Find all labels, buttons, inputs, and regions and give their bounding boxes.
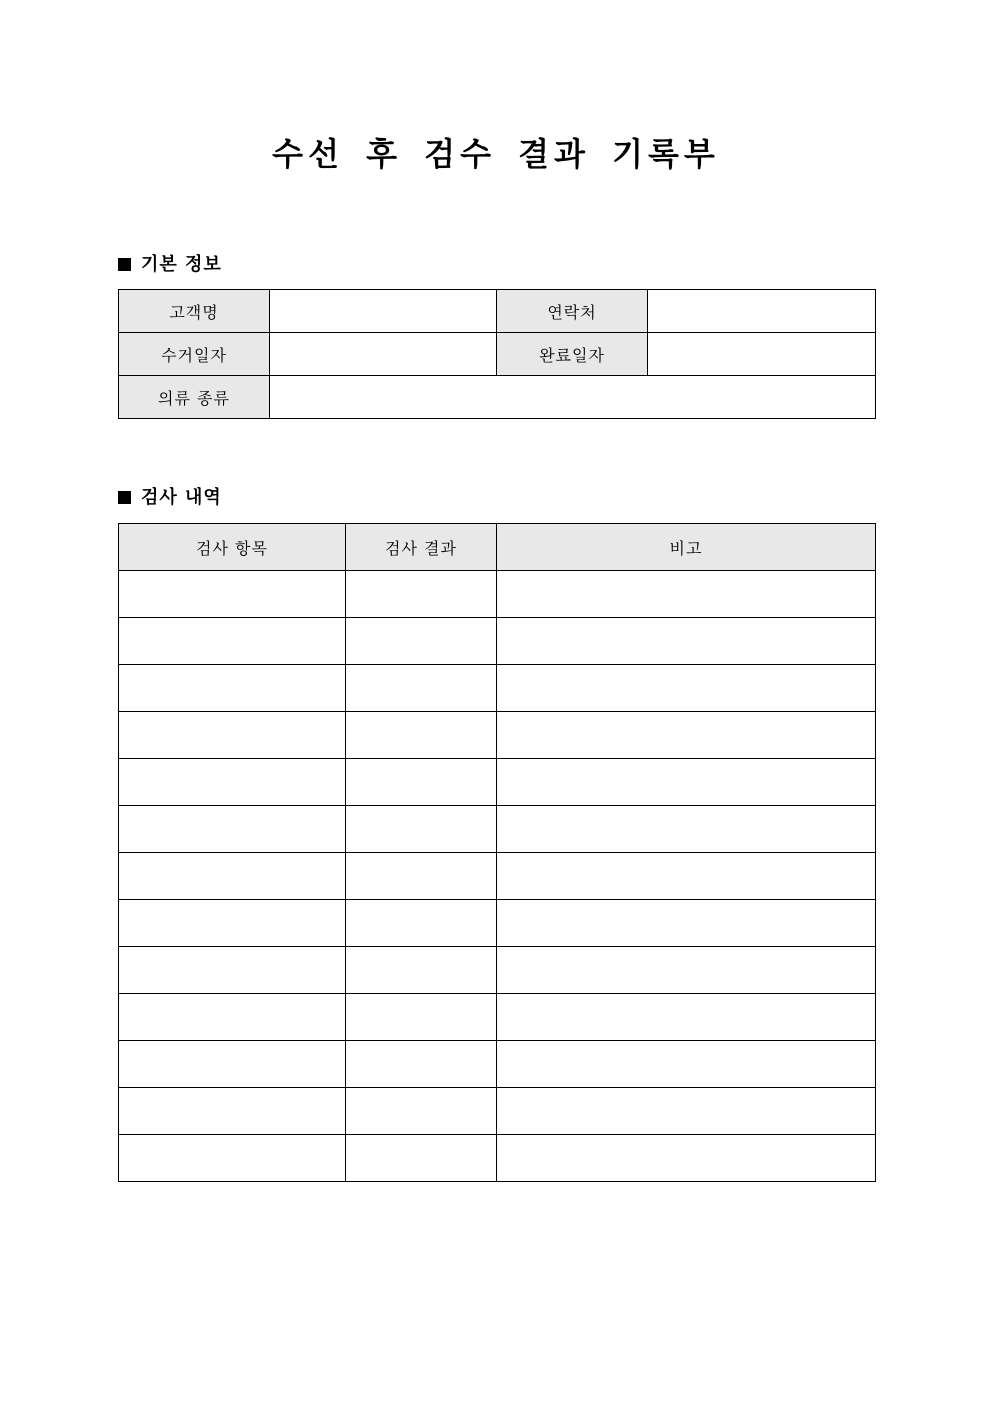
column-header-inspection-item: 검사 항목 [119,524,346,571]
section-heading-label: 검사 내역 [141,487,222,508]
pickup-date-field[interactable] [270,333,497,376]
remarks-cell[interactable] [497,1135,876,1182]
inspection-item-cell[interactable] [119,759,346,806]
inspection-item-cell[interactable] [119,994,346,1041]
section-heading-inspection [118,486,222,510]
pickup-date-label: 수거일자 [119,333,270,376]
table-row [119,1088,876,1135]
table-row [119,806,876,853]
inspection-result-cell[interactable] [346,712,497,759]
inspection-result-cell[interactable] [346,759,497,806]
table-row [119,618,876,665]
inspection-item-cell[interactable] [119,712,346,759]
inspection-item-cell[interactable] [119,947,346,994]
inspection-result-cell[interactable] [346,994,497,1041]
inspection-result-cell[interactable] [346,853,497,900]
remarks-cell[interactable] [497,853,876,900]
inspection-result-cell[interactable] [346,947,497,994]
inspection-item-cell[interactable] [119,806,346,853]
inspection-result-cell[interactable] [346,665,497,712]
table-row [119,1041,876,1088]
inspection-result-cell[interactable] [346,1135,497,1182]
table-row [119,333,876,376]
remarks-cell[interactable] [497,900,876,947]
remarks-cell[interactable] [497,1041,876,1088]
customer-name-label: 고객명 [119,290,270,333]
table-row [119,1135,876,1182]
remarks-cell[interactable] [497,618,876,665]
garment-type-label: 의류 종류 [119,376,270,419]
inspection-item-cell[interactable] [119,1135,346,1182]
basic-info-table [118,289,876,419]
customer-name-field[interactable] [270,290,497,333]
remarks-cell[interactable] [497,947,876,994]
table-row [119,665,876,712]
table-row [119,571,876,618]
completion-date-field[interactable] [648,333,876,376]
table-row [119,900,876,947]
section-heading-label: 기본 정보 [141,254,222,275]
black-square-icon [118,491,131,504]
contact-field[interactable] [648,290,876,333]
table-row [119,290,876,333]
black-square-icon [118,258,131,271]
inspection-result-cell[interactable] [346,1088,497,1135]
table-row [119,994,876,1041]
remarks-cell[interactable] [497,665,876,712]
remarks-cell[interactable] [497,994,876,1041]
column-header-remarks: 비고 [497,524,876,571]
remarks-cell[interactable] [497,712,876,759]
inspection-item-cell[interactable] [119,571,346,618]
section-heading-basic-info [118,253,222,277]
inspection-result-cell[interactable] [346,571,497,618]
inspection-result-cell[interactable] [346,900,497,947]
remarks-cell[interactable] [497,759,876,806]
remarks-cell[interactable] [497,1088,876,1135]
document-title: 수선 후 검수 결과 기록부 [272,135,720,173]
table-header-row [119,524,876,571]
table-row [119,759,876,806]
inspection-item-cell[interactable] [119,853,346,900]
inspection-table-body [119,571,876,1182]
inspection-result-cell[interactable] [346,618,497,665]
table-row [119,712,876,759]
inspection-result-cell[interactable] [346,806,497,853]
table-row [119,947,876,994]
remarks-cell[interactable] [497,571,876,618]
column-header-inspection-result: 검사 결과 [346,524,497,571]
table-row [119,853,876,900]
inspection-item-cell[interactable] [119,1088,346,1135]
completion-date-label: 완료일자 [497,333,648,376]
contact-label: 연락처 [497,290,648,333]
inspection-item-cell[interactable] [119,900,346,947]
inspection-item-cell[interactable] [119,1041,346,1088]
remarks-cell[interactable] [497,806,876,853]
garment-type-field[interactable] [270,376,876,419]
inspection-item-cell[interactable] [119,665,346,712]
table-row [119,376,876,419]
inspection-item-cell[interactable] [119,618,346,665]
inspection-result-cell[interactable] [346,1041,497,1088]
inspection-table [118,523,876,1182]
